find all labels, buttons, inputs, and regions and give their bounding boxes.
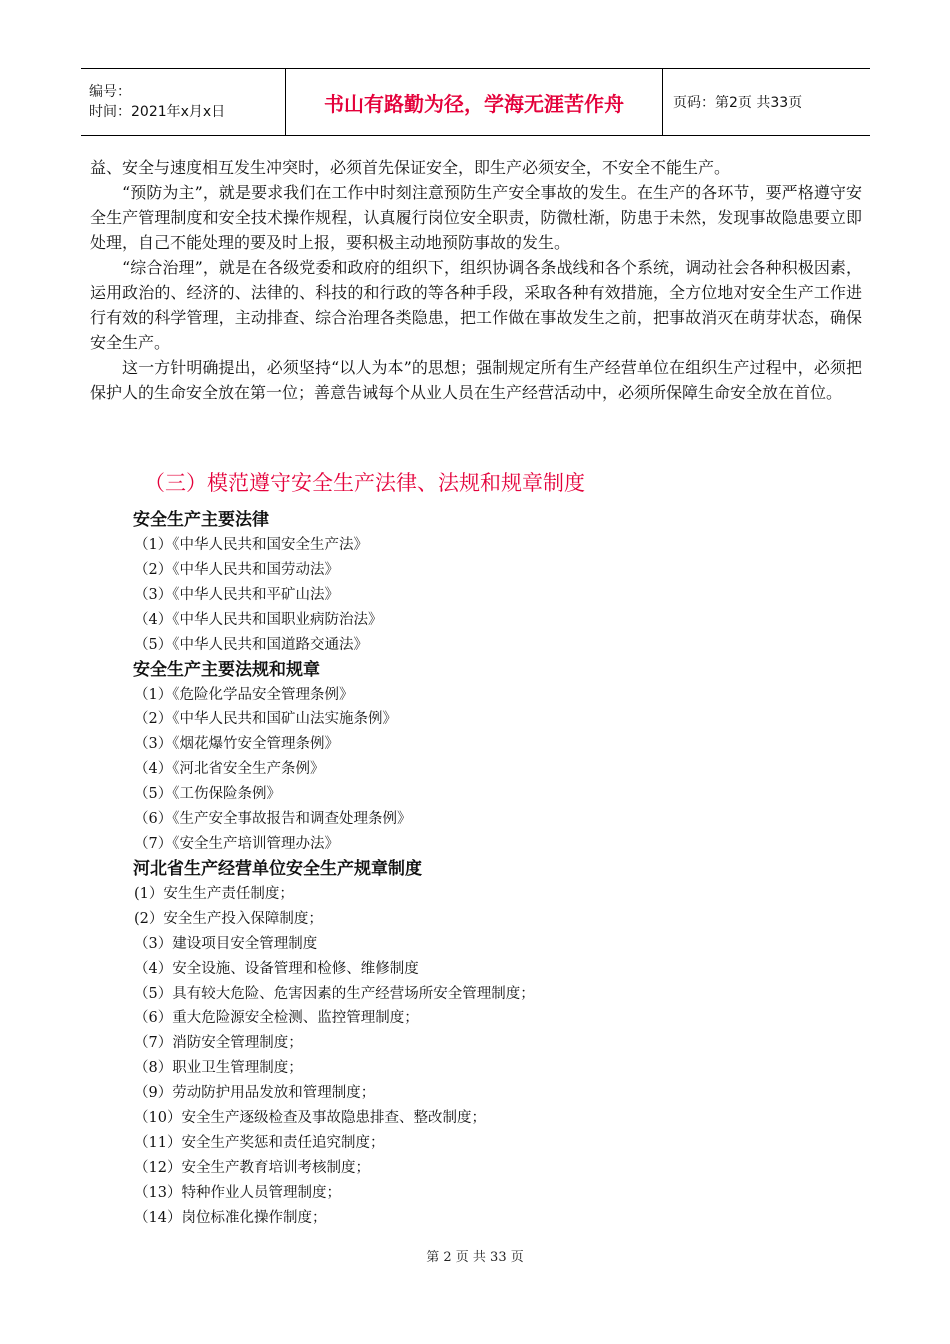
header-meta	[81, 69, 286, 136]
list-item: （7）《安全生产培训管理办法》	[134, 835, 339, 852]
list-item: （14）岗位标准化操作制度；	[134, 1209, 327, 1226]
regulations-list	[128, 508, 868, 1231]
header-page-info: 页码：第2页 共33页	[663, 69, 871, 136]
list-item: （8）职业卫生管理制度；	[134, 1060, 303, 1077]
sub-heading: 安全生产主要法律	[133, 510, 269, 530]
doc-number-label: 编号：	[89, 84, 131, 100]
paragraph: 益、安全与速度相互发生冲突时，必须首先保证安全，即生产必须安全，不安全不能生产。	[90, 158, 731, 177]
list-item: （5）具有较大危险、危害因素的生产经营场所安全管理制度；	[134, 985, 535, 1002]
list-item: （11）安全生产奖惩和责任追究制度；	[134, 1134, 385, 1151]
list-item: （3）建设项目安全管理制度	[134, 935, 318, 952]
list-item: （2）《中华人民共和国矿山法实施条例》	[134, 711, 397, 728]
list-item: (2）安全生产投入保障制度；	[134, 910, 323, 927]
body-paragraphs	[90, 155, 862, 405]
list-item: （1）《危险化学品安全管理条例》	[134, 686, 354, 703]
list-item: （5）《中华人民共和国道路交通法》	[134, 636, 368, 653]
list-item: （2）《中华人民共和国劳动法》	[134, 561, 339, 578]
paragraph: “预防为主”，就是要求我们在工作中时刻注意预防生产安全事故的发生。在生产的各环节，要严格遵守安全生产管理制度和安全技术操作规程，认真履行岗位安全职责，防微杜渐，防患于未然，发现事故隐患要立即处理，自己不能处理的要及时上报，要积极主动地预防事故的发生。	[90, 183, 862, 252]
section-title: （三）模范遵守安全生产法律、法规和规章制度	[144, 471, 585, 495]
list-item: （3）《中华人民共和平矿山法》	[134, 586, 339, 603]
list-item: （9）劳动防护用品发放和管理制度；	[134, 1085, 376, 1102]
list-item: （1）《中华人民共和国安全生产法》	[134, 537, 368, 553]
list-item: (1）安生生产责任制度；	[134, 885, 294, 902]
list-item: （7）消防安全管理制度；	[134, 1035, 303, 1052]
page-header	[81, 68, 870, 136]
list-item: （13）特种作业人员管理制度；	[134, 1184, 341, 1201]
sub-heading: 安全生产主要法规和规章	[133, 659, 320, 680]
list-item: （4）安全设施、设备管理和检修、维修制度	[134, 960, 419, 977]
sub-heading: 河北省生产经营单位安全生产规章制度	[133, 858, 422, 879]
list-item: （3）《烟花爆竹安全管理条例》	[134, 736, 339, 753]
date-label: 时间：2021年x月x日	[89, 104, 226, 120]
list-item: （12）安全生产教育培训考核制度；	[134, 1159, 370, 1176]
list-item: （4）《河北省安全生产条例》	[134, 761, 325, 778]
paragraph: 这一方针明确提出，必须坚持“以人为本”的思想；强制规定所有生产经营单位在组织生产过程中，必须把保护人的生命安全放在第一位；善意告诫每个从业人员在生产经营活动中，必须所保障生命安全放在首位。	[90, 358, 862, 402]
header-motto: 书山有路勤为径，学海无涯苦作舟	[286, 69, 663, 136]
list-item: （6）《生产安全事故报告和调查处理条例》	[134, 811, 412, 828]
page-footer: 第 2 页 共 33 页	[426, 1250, 524, 1265]
paragraph: “综合治理”，就是在各级党委和政府的组织下，组织协调各条战线和各个系统，调动社会各种积极因素，运用政治的、经济的、法律的、科技的和行政的等各种手段，采取各种有效措施，全方位地对安全生产工作进行有效的科学管理，主动排查、综合治理各类隐患，把工作做在事故发生之前，把事故消灭在萌芽状态，确保安全生产。	[90, 258, 862, 352]
list-item: （10）安全生产逐级检查及事故隐患排查、整改制度；	[134, 1110, 486, 1127]
list-item: （6）重大危险源安全检测、监控管理制度；	[134, 1010, 419, 1027]
list-item: （5）《工伤保险条例》	[134, 786, 281, 803]
list-item: （4）《中华人民共和国职业病防治法》	[134, 611, 383, 628]
